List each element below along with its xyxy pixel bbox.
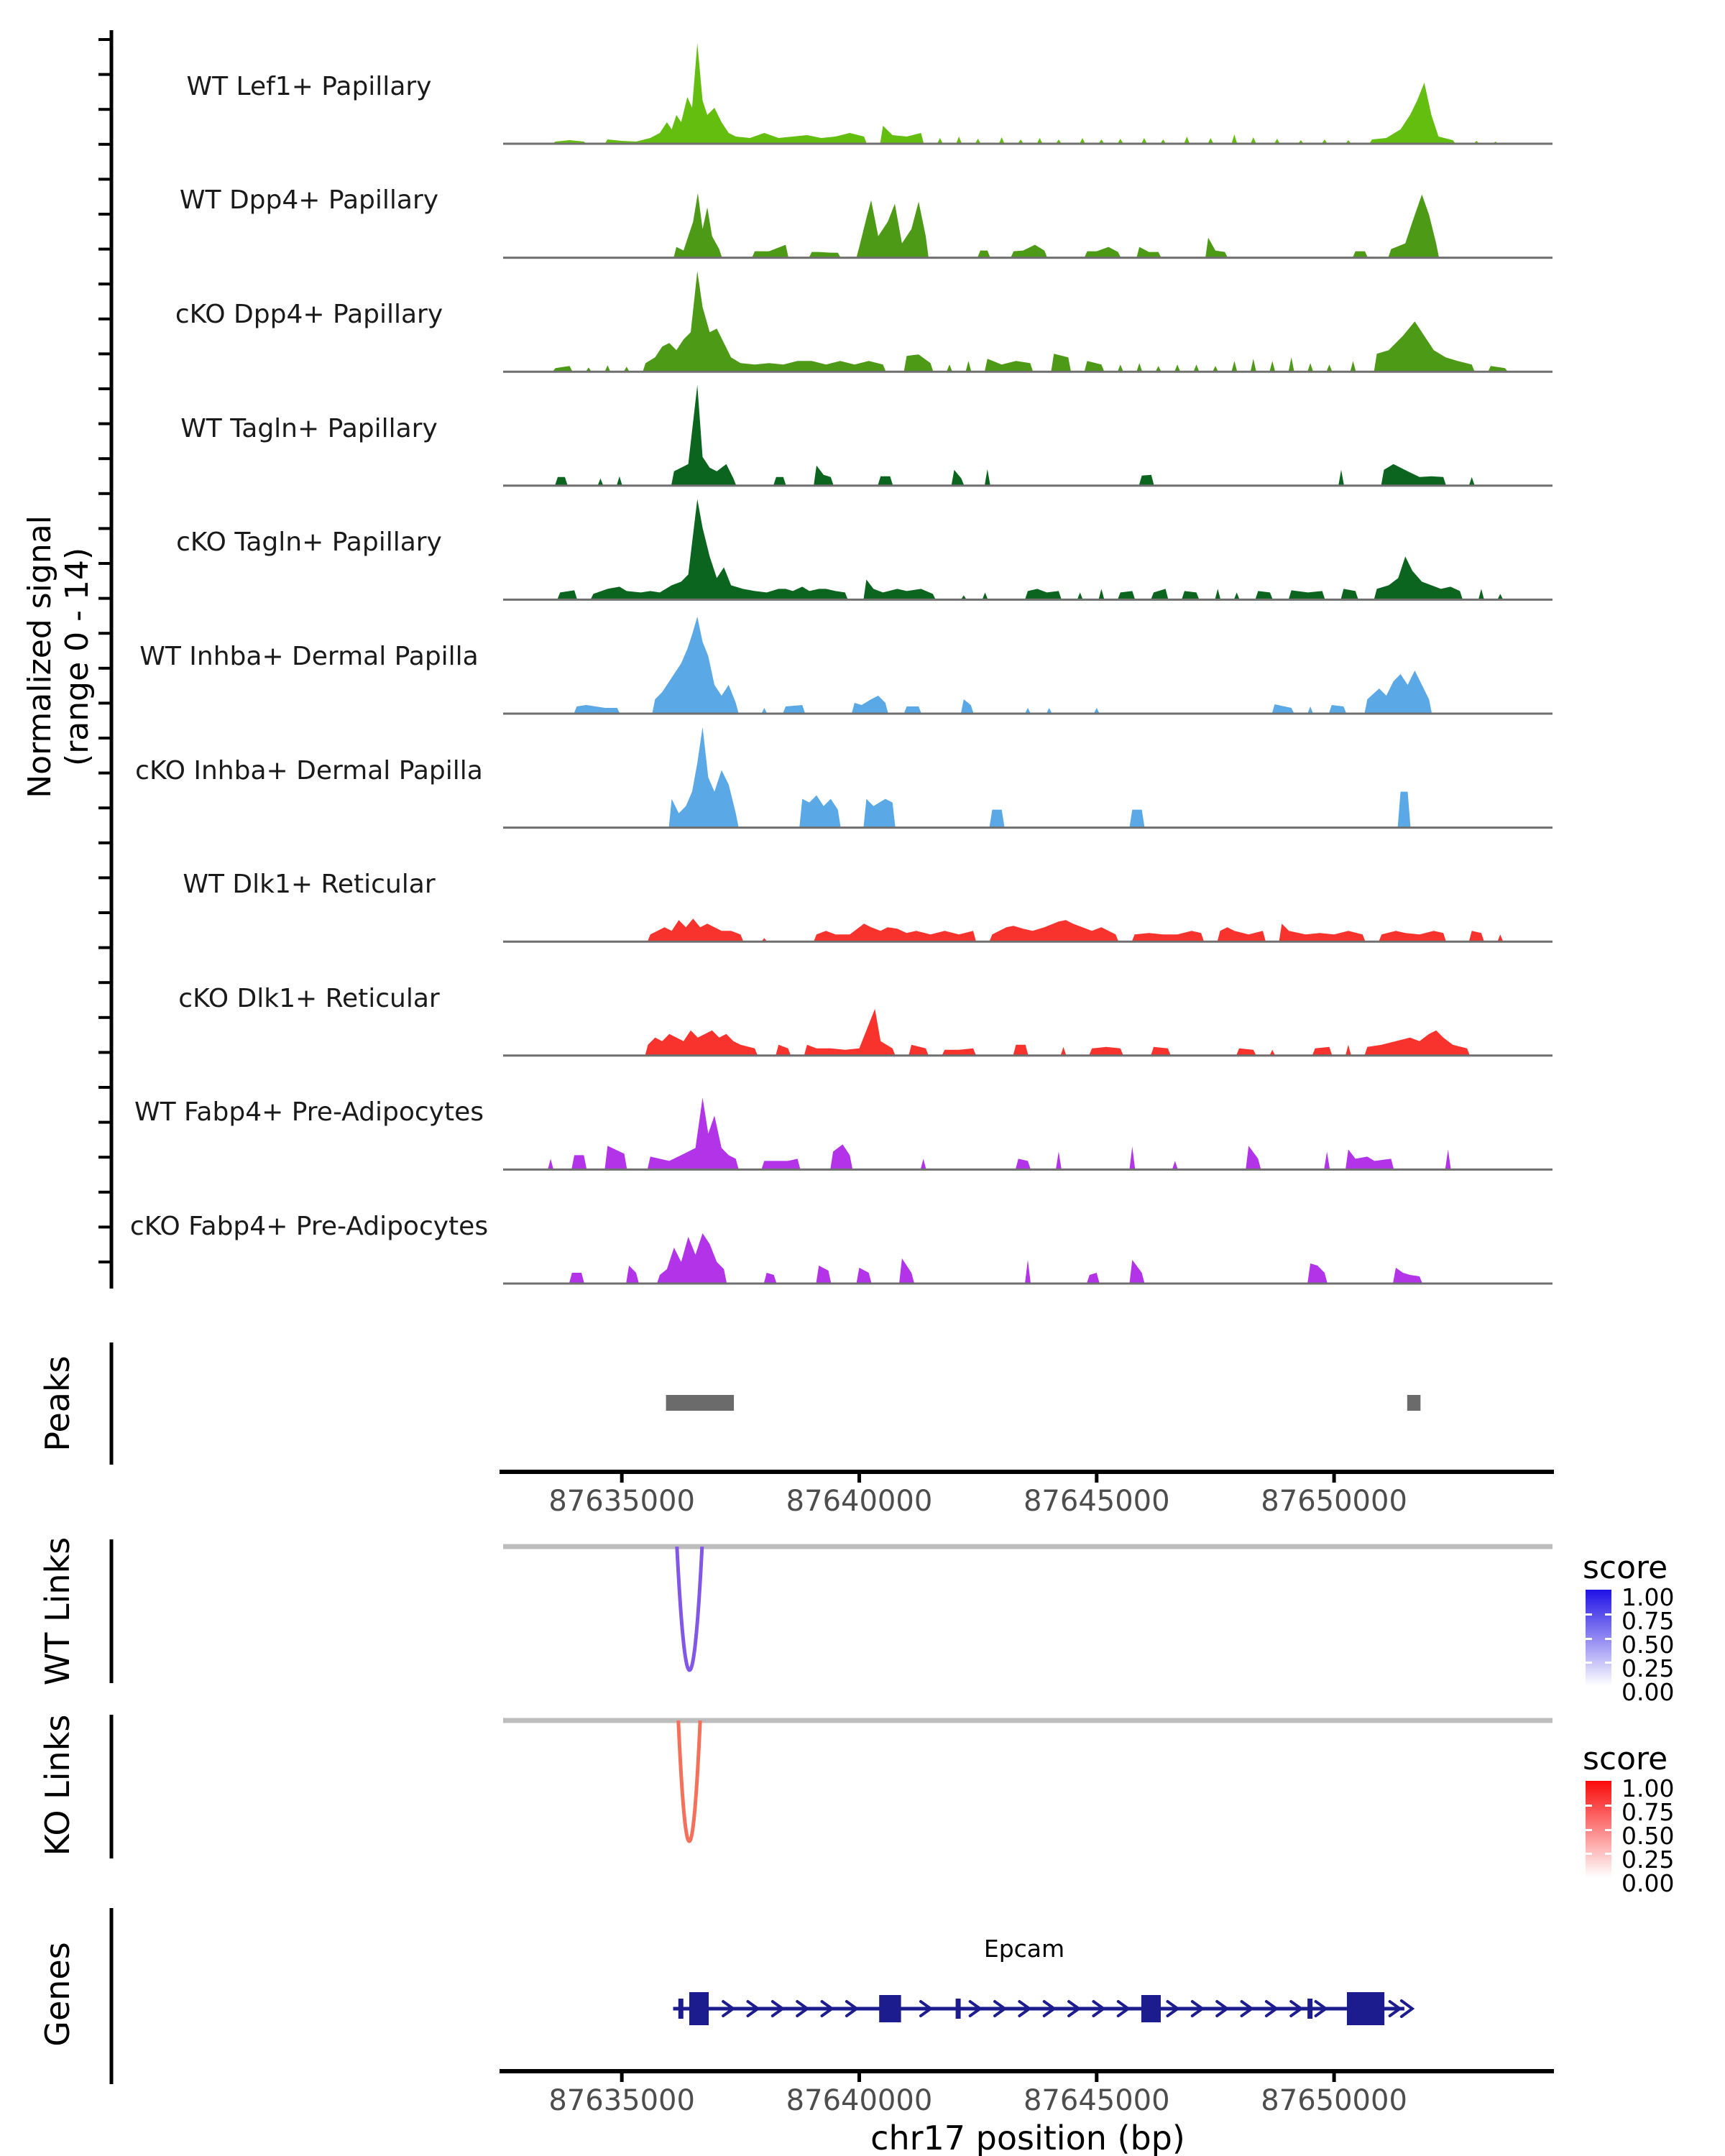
peaks-section-label: Peaks [38, 1355, 77, 1452]
wt-score-tick-050: 0.50 [1622, 1631, 1675, 1659]
coverage-area-cko-inhba-dermal-papilla [669, 727, 1411, 828]
coverage-area-wt-dlk1-reticular [648, 918, 1504, 941]
wt-score-tick-025: 0.25 [1622, 1654, 1675, 1682]
peak-interval [1407, 1395, 1420, 1411]
legend-scale-dash [1605, 1805, 1611, 1807]
gene-exon [1141, 1995, 1161, 2022]
link-arc [677, 1547, 702, 1670]
legend-scale-dash [1605, 1662, 1611, 1664]
legend-scale-dash [1586, 1638, 1592, 1640]
legend-scale-dash [1586, 1805, 1592, 1807]
coverage-area-wt-inhba-dermal-papilla [574, 617, 1432, 714]
gene-exon [1307, 1999, 1312, 2019]
ko-score-tick-075: 0.75 [1622, 1798, 1675, 1826]
wt-links-section-label: WT Links [38, 1537, 77, 1686]
genomic-axis-tick-label: 87635000 [548, 2084, 695, 2117]
y-axis-label-line2: (range 0 - 14) [59, 547, 96, 766]
coverage-area-wt-tagln-papillary [555, 385, 1475, 486]
peak-interval [666, 1395, 734, 1411]
legend-scale-dash [1586, 1853, 1592, 1855]
genomic-axis-tick-label: 87645000 [1023, 1485, 1170, 1518]
genomic-axis-tick-label: 87635000 [548, 1485, 695, 1518]
genes-section-label: Genes [38, 1942, 77, 2047]
track-label-wt-dlk1: WT Dlk1+ Reticular [183, 870, 436, 899]
track-label-cko-tagln: cKO Tagln+ Papillary [176, 528, 442, 557]
coverage-area-wt-lef1-papillary [553, 43, 1499, 144]
track-label-cko-dlk1: cKO Dlk1+ Reticular [178, 984, 440, 1013]
track-label-wt-inhba: WT Inhba+ Dermal Papilla [139, 642, 479, 671]
link-arc [678, 1720, 700, 1841]
coverage-area-wt-fabp4-pre-adipocytes [548, 1097, 1451, 1169]
gene-name-epcam: Epcam [983, 1935, 1065, 1963]
x-axis-title: chr17 position (bp) [870, 2119, 1185, 2156]
y-axis-label [22, 333, 96, 980]
wt-score-legend-title: score [1583, 1549, 1668, 1586]
ko-links-section-label: KO Links [38, 1714, 77, 1856]
wt-score-tick-000: 0.00 [1622, 1678, 1675, 1706]
genomic-axis-tick-label: 87650000 [1261, 2084, 1407, 2117]
wt-score-gradient [1586, 1590, 1611, 1686]
track-label-cko-dpp4: cKO Dpp4+ Papillary [175, 300, 443, 329]
legend-scale-dash [1586, 1662, 1592, 1664]
genomic-axis-tick-label: 87650000 [1261, 1485, 1407, 1518]
track-label-wt-tagln: WT Tagln+ Papillary [180, 414, 438, 443]
gene-exon [1347, 1992, 1384, 2025]
track-label-wt-dpp4: WT Dpp4+ Papillary [179, 185, 439, 215]
ko-score-gradient [1586, 1781, 1611, 1877]
gene-exon [879, 1995, 901, 2022]
ko-score-tick-000: 0.00 [1622, 1869, 1675, 1897]
coverage-area-cko-fabp4-pre-adipocytes [569, 1233, 1422, 1284]
track-label-cko-inhba: cKO Inhba+ Dermal Papilla [135, 756, 483, 786]
coverage-area-cko-tagln-papillary [557, 499, 1503, 599]
track-label-wt-fabp4: WT Fabp4+ Pre-Adipocytes [134, 1097, 484, 1127]
wt-score-tick-100: 1.00 [1622, 1583, 1675, 1611]
gene-exon [689, 1992, 709, 2025]
ko-score-tick-100: 1.00 [1622, 1774, 1675, 1802]
coverage-area-wt-dpp4-papillary [673, 193, 1439, 258]
legend-scale-dash [1605, 1829, 1611, 1831]
ko-score-tick-050: 0.50 [1622, 1822, 1675, 1850]
gene-exon [678, 1999, 684, 2019]
ko-score-tick-025: 0.25 [1622, 1846, 1675, 1874]
gene-exon [956, 1999, 961, 2019]
legend-scale-dash [1605, 1638, 1611, 1640]
y-axis-label-line1: Normalized signal [22, 515, 59, 798]
genomic-axis-tick-label: 87645000 [1023, 2084, 1170, 2117]
legend-scale-dash [1605, 1853, 1611, 1855]
coverage-area-cko-dpp4-papillary [553, 271, 1508, 372]
coverage-area-cko-dlk1-reticular [645, 1009, 1471, 1056]
genomic-axis-tick-label: 87640000 [786, 1485, 933, 1518]
legend-scale-dash [1586, 1613, 1592, 1616]
legend-scale-dash [1586, 1829, 1592, 1831]
genomic-axis-tick-label: 87640000 [786, 2084, 933, 2117]
track-label-cko-fabp4: cKO Fabp4+ Pre-Adipocytes [129, 1212, 489, 1241]
wt-score-tick-075: 0.75 [1622, 1607, 1675, 1635]
track-label-wt-lef1: WT Lef1+ Papillary [186, 72, 432, 101]
ko-score-legend-title: score [1583, 1741, 1668, 1777]
legend-scale-dash [1605, 1613, 1611, 1616]
